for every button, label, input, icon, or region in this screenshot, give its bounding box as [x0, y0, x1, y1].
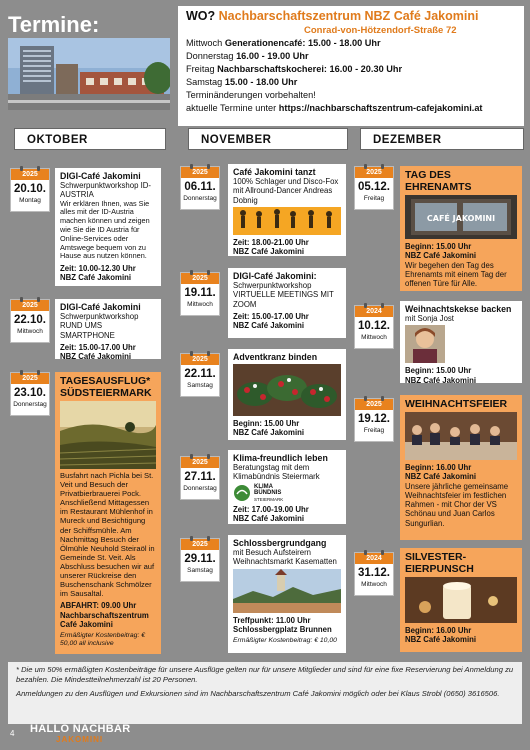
- event-card-featured: TAGESAUSFLUG* SÜDSTEIERMARK Busfahrt nach Pichla bei St. Veit und Besuch der Privatbierbrauerei Pock. Anschließend Mittagessen im Restaurant Mühlenhof in Mureck und Besichtigung der Schiffsmühle. Am Nachmittag Besuch der Ölmühle Neuhold Steiraöl in Gemeinde St. Veit. Als Abschluss besuchen wir auf unserer Rückreise den Buschenschank Schmölzer im Sausaltal. ABFAHRT: 09.00 Uhr Nachbarschaftszentrum Café Jakomini Ermäßigter Kostenbeitrag: € 50,00 all inclusive: [55, 372, 161, 654]
- website-line: aktuelle Termine unter https://nachbarschaftszentrum-cafejakomini.at: [186, 103, 483, 113]
- svg-text:CAFÉ JAKOMINI: CAFÉ JAKOMINI: [426, 214, 496, 223]
- baker-photo: [405, 325, 445, 363]
- where-label: WO?: [186, 9, 216, 23]
- date-badge: 2025 06.11. Donnerstag: [180, 166, 220, 210]
- change-note: Terminänderungen vorbehalten!: [186, 90, 316, 100]
- footnote-registration: Anmeldungen zu den Ausflügen und Exkursionen sind im Nachbarschaftszentrum Café Jakomini möglich oder bei Klaus Strobl (0650) 3616506.: [16, 689, 500, 698]
- dancers-illustration: [233, 207, 341, 235]
- event-card-featured: SILVESTER-EIERPUNSCH Beginn: 16.00 Uhr NBZ Café Jakomini: [400, 548, 522, 652]
- venue-address: Conrad-von-Hötzendorf-Straße 72: [304, 25, 457, 36]
- date-badge: 2025 19.11. Mittwoch: [180, 272, 220, 316]
- hallo-nachbar-logo: HALLO NACHBAR JAKOMINI: [30, 723, 131, 744]
- month-column-oktober: [14, 128, 166, 150]
- month-header: DEZEMBER: [360, 128, 524, 150]
- date-badge: 2025 22.10. Mittwoch: [10, 299, 50, 343]
- date-badge: 2025 29.11. Samstag: [180, 538, 220, 582]
- date-badge: 2025 19.12. Freitag: [354, 398, 394, 442]
- website-link[interactable]: https://nachbarschaftszentrum-cafejakomini.at: [278, 103, 483, 113]
- date-badge: 2024 31.12. Mittwoch: [354, 552, 394, 596]
- vineyard-photo: [60, 401, 156, 469]
- opening-line: Freitag Nachbarschaftskocherei: 16.00 - 20.30 Uhr: [186, 64, 403, 74]
- event-card: DIGI-Café Jakomini Schwerpunktworkshop ID-AUSTRIA Wir erklären Ihnen, was Sie alles mit der ID-Austria machen können und zeigen wie Sie die ID Austria für Online-Services oder Amtswege bequem von zu Hause aus nutzen können. Zeit: 10.00-12.30 Uhr NBZ Café Jakomini: [55, 168, 161, 286]
- venue-name: Nachbarschaftszentrum NBZ Café Jakomini: [218, 9, 479, 23]
- event-card: DIGI-Café Jakomini Schwerpunktworkshop RUND UMS SMARTPHONE Zeit: 15.00-17.00 Uhr NBZ Café Jakomini: [55, 299, 161, 359]
- event-card: DIGI-Café Jakomini: Schwerpunktworkshop VIRTUELLE MEETINGS MIT ZOOM Zeit: 15.00-17.00 Uhr NBZ Café Jakomini: [228, 268, 346, 338]
- klimabuendnis-logo: KLIMA BÜNDNIS STEIERMARK: [233, 484, 341, 504]
- schlossberg-photo: [233, 569, 341, 613]
- page-title: Termine:: [8, 12, 100, 37]
- event-card-featured: TAG DES EHRENAMTS CAFÉ JAKOMINI Beginn: 15.00 Uhr NBZ Café Jakomini Wir begehen den Tag des Ehrenamts mit einem Tag der offenen Türe für Alle.: [400, 166, 522, 291]
- date-badge: 2025 05.12. Freitag: [354, 166, 394, 210]
- event-card: Café Jakomini tanzt 100% Schlager und Disco-Fox mit Allround-Dancer Andreas Dobnig Zeit: 18.00-21.00 Uhr NBZ Café Jakomini: [228, 164, 346, 256]
- month-header: NOVEMBER: [188, 128, 348, 150]
- date-badge: 2025 23.10. Donnerstag: [10, 372, 50, 416]
- opening-line: Mittwoch Generationencafé: 15.00 - 18.00 Uhr: [186, 38, 381, 48]
- opening-line: Samstag 15.00 - 18.00 Uhr: [186, 77, 298, 87]
- date-badge: 2024 10.12. Mittwoch: [354, 305, 394, 349]
- eggnog-photo: [405, 577, 517, 623]
- month-column-november: [188, 128, 348, 150]
- christmas-party-photo: [405, 412, 517, 460]
- venue-info-box: [178, 6, 524, 126]
- date-badge: 2025 22.11. Samstag: [180, 353, 220, 397]
- event-card-featured: WEIHNACHTSFEIER Beginn: 16.00 Uhr NBZ Café Jakomini Unsere jährliche gemeinsame Weihnachtsfeier im festlichen Rahmen - mit Chor der VS Schönau und Juan Carlos Sungurlian.: [400, 395, 522, 540]
- opening-line: Donnerstag 16.00 - 19.00 Uhr: [186, 51, 309, 61]
- event-card: Klima-freundlich leben Beratungstag mit dem Klimabündnis Steiermark KLIMA BÜNDNIS STEIERMARK Zeit: 17.00-19.00 Uhr NBZ Café Jakomini: [228, 450, 346, 524]
- event-card: Schlossbergrundgang mit Besuch Aufsteirern Weihnachtsmarkt Kasematten Treffpunkt: 11.00 Uhr Schlossbergplatz Brunnen Ermäßigter Kostenbeitrag: € 10,00: [228, 535, 346, 653]
- cafe-front-photo: [405, 195, 517, 239]
- month-column-dezember: [360, 128, 524, 150]
- advent-wreath-photo: [233, 364, 341, 416]
- footnote-box: [8, 662, 522, 724]
- header-building-photo: [8, 38, 170, 110]
- page-number: 4: [10, 729, 15, 738]
- date-badge: 2025 27.11. Donnerstag: [180, 456, 220, 500]
- footnote-discount: * Die um 50% ermäßigten Kostenbeiträge für unsere Ausflüge gelten nur für unsere Mitglieder und sind für eine fixe Reservierung bei Anmeldung zu bezahlen. Die Mindestteilnehmerzahl ist 20 Personen.: [16, 665, 514, 684]
- month-header: OKTOBER: [14, 128, 166, 150]
- event-card: Adventkranz binden Beginn: 15.00 Uhr NBZ Café Jakomini: [228, 349, 346, 440]
- date-badge: 2025 20.10. Montag: [10, 168, 50, 212]
- event-card: Weihnachtskekse backen mit Sonja Jost Beginn: 15.00 Uhr NBZ Café Jakomini: [400, 301, 522, 383]
